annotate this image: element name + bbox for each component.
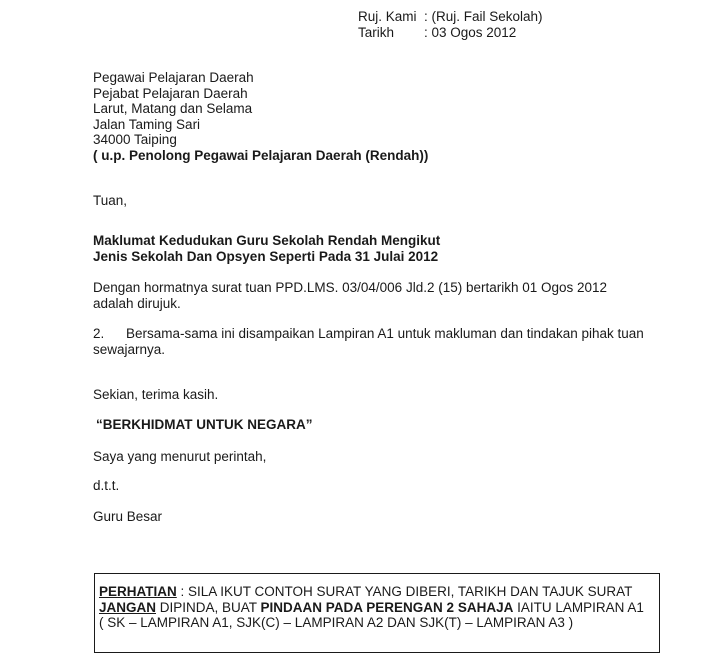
salutation: Tuan,: [93, 193, 128, 208]
subject-line-2: Jenis Sekolah Dan Opsyen Seperti Pada 31 Julai 2012: [93, 248, 439, 264]
notice-label: PERHATIAN: [99, 584, 177, 599]
notice-line-2-text: DIPINDA, BUAT: [156, 599, 261, 615]
date-row: [358, 25, 543, 41]
address-line: 34000 Taiping: [93, 132, 177, 147]
notice-box: [94, 573, 660, 653]
notice-line-3: ( SK – LAMPIRAN A1, SJK(C) – LAMPIRAN A2 DAN SJK(T) – LAMPIRAN A3 ): [99, 615, 574, 630]
paragraph-1-line-2: adalah dirujuk.: [93, 295, 181, 311]
reference-label: Ruj. Kami: [358, 9, 417, 24]
address-line: Pejabat Pelajaran Daerah: [93, 85, 248, 101]
paragraph-1: [93, 280, 607, 311]
subject-line-1: Maklumat Kedudukan Guru Sekolah Rendah Mengikut: [93, 233, 441, 248]
motto: “BERKHIDMAT UNTUK NEGARA”: [96, 417, 313, 432]
signoff-line: Saya yang menurut perintah,: [93, 449, 267, 464]
address-line: Pegawai Pelajaran Daerah: [93, 70, 254, 85]
paragraph-2-number: 2.: [93, 326, 105, 341]
address-line: Larut, Matang dan Selama: [93, 101, 253, 116]
reference-block: [358, 9, 543, 41]
date-value: : 03 Ogos 2012: [424, 25, 517, 40]
recipient-address: [93, 70, 428, 163]
notice-line-1-text: : SILA IKUT CONTOH SURAT YANG DIBERI, TARIKH DAN TAJUK SURAT: [176, 584, 633, 599]
closing-line: Sekian, terima kasih.: [93, 387, 219, 402]
address-line: Jalan Taming Sari: [93, 116, 201, 132]
notice-emphasis: JANGAN: [99, 599, 157, 615]
date-label: Tarikh: [358, 25, 395, 40]
paragraph-2-line-2: sewajarnya.: [93, 341, 166, 357]
notice-line-1: [99, 584, 659, 600]
reference-value: : (Ruj. Fail Sekolah): [424, 9, 543, 24]
notice-line-2-end: IAITU LAMPIRAN A1: [513, 599, 644, 615]
paragraph-1-line-1: Dengan hormatnya surat tuan PPD.LMS. 03/04/006 Jld.2 (15) bertarikh 01 Ogos 2012: [93, 280, 608, 295]
subject-heading: [93, 233, 440, 264]
notice-bold-text: PINDAAN PADA PERENGAN 2 SAHAJA: [260, 599, 514, 615]
paragraph-2: [93, 326, 644, 357]
reference-row: [358, 9, 543, 25]
paragraph-2-line-1: Bersama-sama ini disampaikan Lampiran A1 untuk makluman dan tindakan pihak tuan: [126, 326, 644, 341]
notice-line-2: [99, 600, 659, 616]
signatory-title: Guru Besar: [93, 509, 163, 524]
signature-placeholder: d.t.t.: [93, 478, 120, 493]
attention-line: ( u.p. Penolong Pegawai Pelajaran Daerah (Rendah)): [93, 147, 429, 163]
